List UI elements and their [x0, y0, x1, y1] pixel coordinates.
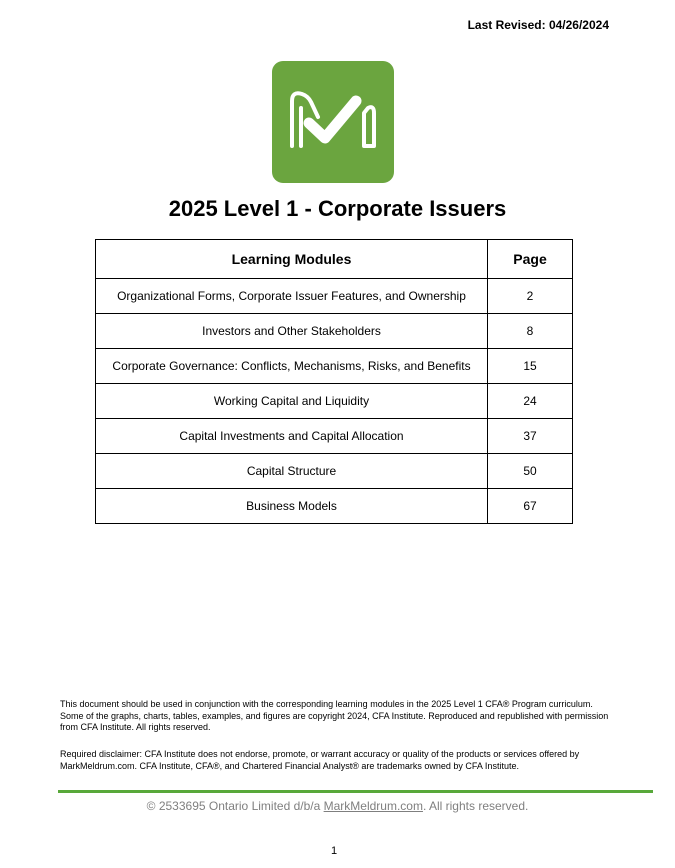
table-row [96, 419, 573, 454]
copyright-prefix: © 2533695 Ontario Limited d/b/a [146, 799, 324, 813]
table-row [96, 279, 573, 314]
table-row [96, 489, 573, 524]
module-page: 24 [488, 384, 573, 419]
module-page: 15 [488, 349, 573, 384]
footer-divider [58, 790, 653, 793]
page-number: 1 [330, 845, 338, 857]
module-page: 37 [488, 419, 573, 454]
column-header-modules: Learning Modules [96, 240, 488, 279]
learning-modules-table [95, 239, 573, 524]
markmeldrum-logo [272, 61, 394, 183]
table-header-row [96, 240, 573, 279]
module-name: Capital Investments and Capital Allocation [96, 419, 488, 454]
table-row [96, 314, 573, 349]
table-row [96, 349, 573, 384]
module-page: 8 [488, 314, 573, 349]
markmeldrum-link[interactable]: MarkMeldrum.com [323, 799, 423, 813]
module-name: Investors and Other Stakeholders [96, 314, 488, 349]
table-row [96, 454, 573, 489]
module-name: Organizational Forms, Corporate Issuer Features, and Ownership [96, 279, 488, 314]
copyright-suffix: . All rights reserved. [422, 799, 529, 813]
cfa-disclaimer: Required disclaimer: CFA Institute does not endorse, promote, or warrant accuracy or quality of the products or services offered by MarkMeldrum.com. CFA Institute, CFA®, and Chartered Financial Analyst® are trademarks owned by CFA Institute. [60, 749, 580, 771]
module-name: Capital Structure [96, 454, 488, 489]
last-revised-date: Last Revised: 04/26/2024 [467, 18, 609, 32]
module-page: 2 [488, 279, 573, 314]
document-title: 2025 Level 1 - Corporate Issuers [168, 196, 507, 221]
column-header-page: Page [488, 240, 573, 279]
module-page: 67 [488, 489, 573, 524]
copyright-notice: This document should be used in conjunction with the corresponding learning modules in the 2025 Level 1 CFA® Program curriculum. Some of the graphs, charts, tables, examples, and figures are copyright 2024, CFA Institute. Reproduced and republished with permission from CFA Institute. All rights reserved. [60, 699, 609, 732]
module-name: Working Capital and Liquidity [96, 384, 488, 419]
module-name: Business Models [96, 489, 488, 524]
table-row [96, 384, 573, 419]
module-page: 50 [488, 454, 573, 489]
footer-copyright [0, 799, 675, 813]
logo-m-check-icon [272, 61, 394, 183]
module-name: Corporate Governance: Conflicts, Mechanisms, Risks, and Benefits [96, 349, 488, 384]
